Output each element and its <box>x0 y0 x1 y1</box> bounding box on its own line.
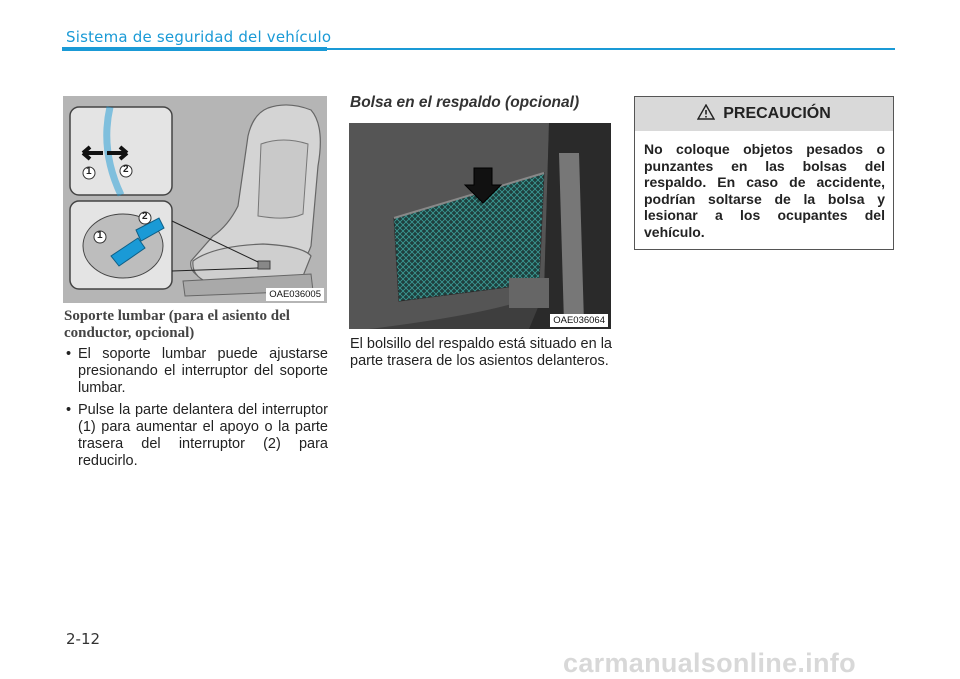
warning-triangle-icon <box>697 104 715 125</box>
section-header-title: Sistema de seguridad del vehículo <box>66 28 332 46</box>
list-item: • Pulse la parte delantera del interruptor (1) para aumentar el apoyo o la parte trasera del interruptor (2) para reducirlo. <box>64 402 328 470</box>
callout-2-bottom: 2 <box>142 211 148 222</box>
backpocket-description: El bolsillo del respaldo está situado en la parte trasera de los asientos delanteros. <box>350 336 612 369</box>
lumbar-bullet-list <box>64 346 328 475</box>
seatback-drawing <box>349 123 611 329</box>
backpocket-section-title: Bolsa en el respaldo (opcional) <box>350 94 580 111</box>
caution-header <box>635 97 893 131</box>
seatback-pocket-photo <box>349 123 611 329</box>
lumbar-support-illustration <box>63 96 327 303</box>
watermark: carmanualsonline.info <box>563 648 856 678</box>
caution-text: No coloque objetos pesados o punzantes en las bolsas del respaldo. En caso de accidente, podrían soltarse de la bolsa y lesionar a los ocupantes del vehículo. <box>644 141 885 240</box>
callout-2-top: 2 <box>123 164 129 175</box>
figure-code-bag: OAE036064 <box>550 314 608 327</box>
figure-code-seat: OAE036005 <box>266 288 324 301</box>
page-number: 2-12 <box>66 630 101 648</box>
caution-box <box>634 96 894 250</box>
header-rule-thick <box>62 47 327 51</box>
caution-title: PRECAUCIÓN <box>723 105 831 122</box>
seat-drawing <box>63 96 327 303</box>
header-rule-thin <box>327 48 895 50</box>
list-item: • El soporte lumbar puede ajustarse presionando el interruptor del soporte lumbar. <box>64 346 328 397</box>
callout-1-top: 1 <box>86 166 92 177</box>
lumbar-section-title: Soporte lumbar (para el asiento del conductor, opcional) <box>64 308 290 341</box>
callout-1-bottom: 1 <box>97 230 103 241</box>
